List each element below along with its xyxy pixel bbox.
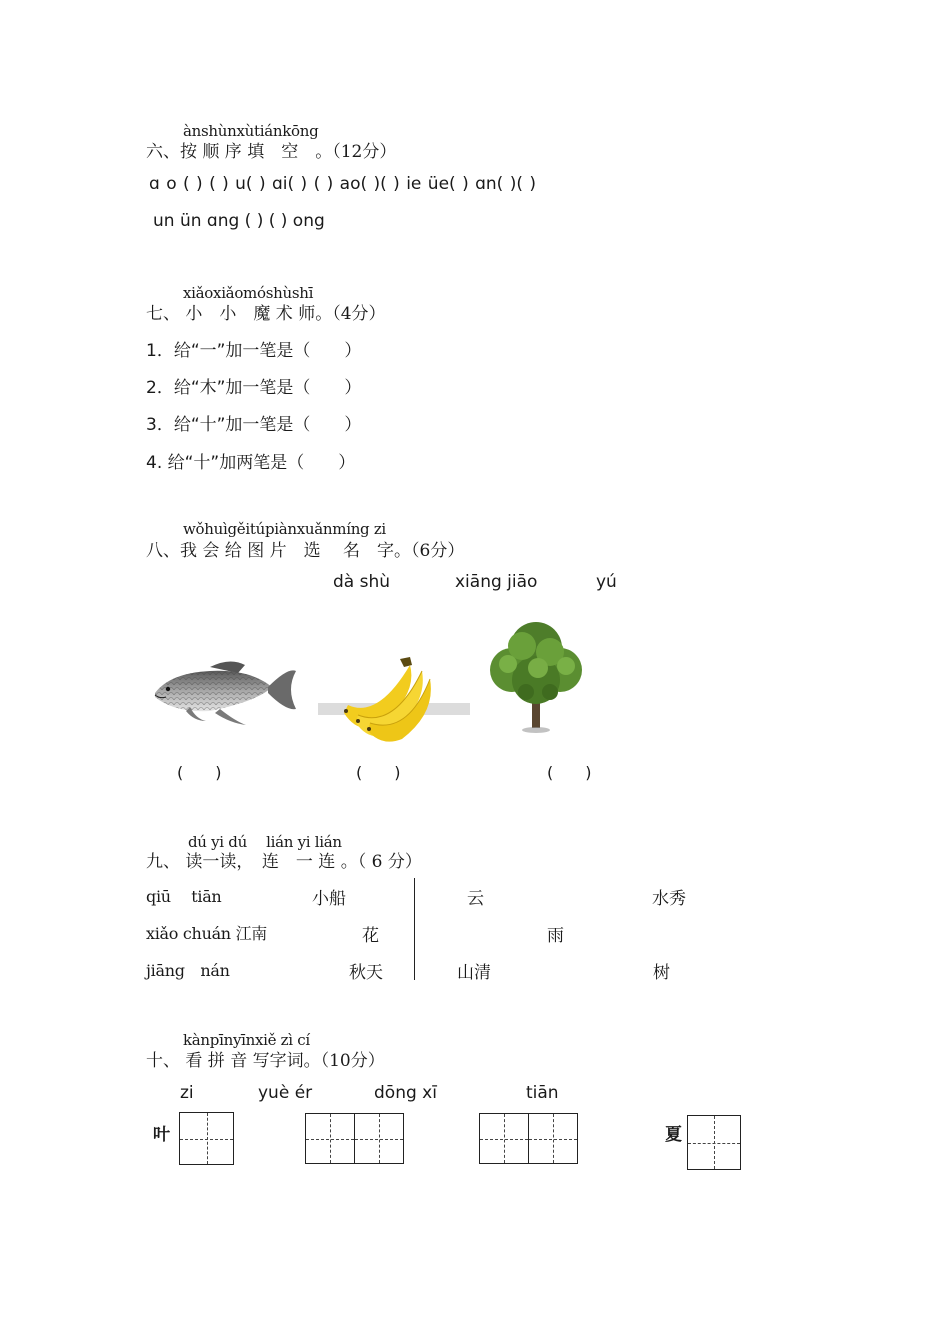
writing-cell[interactable] [354, 1113, 404, 1164]
s9-word-3: 秋天 [349, 963, 383, 983]
s9-word-2: 花 [362, 926, 379, 946]
s9-right-b-3: 树 [653, 963, 670, 983]
s10-label-1: zi [180, 1083, 194, 1103]
writing-cell[interactable] [305, 1113, 355, 1164]
s7-item-2: 2．给“木”加一笔是（ ） [146, 378, 362, 398]
s10-pinyin: kànpīnyīnxiě zì cí [183, 1031, 310, 1049]
s7-item-1: 1．给“一”加一笔是（ ） [146, 341, 362, 361]
s7-pinyin: xiǎoxiǎomóshùshī [183, 284, 314, 302]
s6-row2: un ün ɑng ( ) ( ) ong [153, 211, 325, 231]
s10-label-3: dōng xī [374, 1083, 437, 1103]
s7-item-3: 3．给“十”加一笔是（ ） [146, 415, 362, 435]
s10-label-4: tiān [526, 1083, 559, 1103]
s8-answer-paren-1[interactable]: ( ) [177, 763, 222, 782]
s9-right-b-1: 水秀 [652, 889, 686, 909]
s9-left-pinyin-1: qiū tiān [146, 887, 222, 906]
s10-label-2: yuè ér [258, 1083, 313, 1103]
s9-right-a-3: 山清 [457, 963, 491, 983]
writing-cell[interactable] [528, 1113, 578, 1164]
s9-left-pinyin-2: xiǎo chuán 江南 [146, 924, 267, 943]
s9-divider [414, 878, 415, 980]
s8-answer-paren-2[interactable]: ( ) [356, 763, 401, 782]
s8-label-tree: dà shù [333, 572, 391, 592]
s6-pinyin: ànshùnxùtiánkōng [183, 122, 319, 140]
s10-char-ye: 叶 [153, 1125, 170, 1145]
s9-right-b-2: 雨 [547, 926, 564, 946]
s10-title: 十、 看 拼 音 写字词。（10分） [146, 1051, 385, 1071]
s9-pinyin: dú yi dú lián yi lián [188, 833, 342, 851]
s8-answer-paren-3[interactable]: ( ) [547, 763, 592, 782]
s7-title: 七、 小 小 魔 术 师。（4分） [146, 304, 386, 324]
s8-title: 八、我 会 给 图 片 选 名 字。（6分） [146, 541, 465, 561]
s6-row1: ɑ o ( ) ( ) u( ) ɑi( ) ( ) ao( )( ) ie üe( ) ɑn( )( ) [149, 174, 537, 194]
writing-cell[interactable] [687, 1115, 741, 1170]
writing-cell[interactable] [479, 1113, 529, 1164]
s7-item-4: 4. 给“十”加两笔是（ ） [146, 453, 356, 473]
s9-left-pinyin-3: jiāng nán [146, 961, 230, 980]
s9-right-a-1: 云 [467, 889, 484, 909]
s9-word-1: 小船 [312, 889, 346, 909]
s10-char-xia: 夏 [665, 1125, 682, 1145]
s8-label-fish: yú [596, 572, 617, 592]
s8-label-banana: xiāng jiāo [455, 572, 538, 592]
s6-title: 六、按 顺 序 填 空 。（12分） [146, 142, 397, 162]
s8-pinyin: wǒhuìgěitúpiànxuǎnmíng zi [183, 520, 386, 538]
tree-picture [488, 618, 584, 736]
fish-picture [150, 655, 300, 730]
writing-cell[interactable] [179, 1112, 234, 1165]
s9-title: 九、 读一读， 连 一 连 。（ 6 分） [146, 852, 422, 872]
banana-picture [318, 655, 473, 745]
